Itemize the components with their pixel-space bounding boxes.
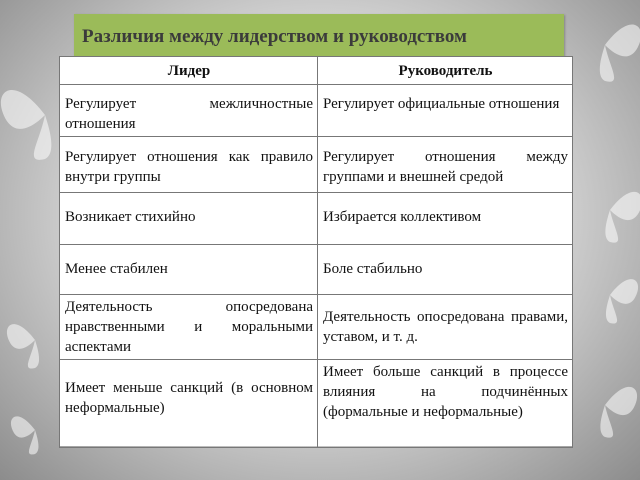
leader-cell: Регулирует межличностные отношения [60, 85, 318, 137]
butterfly-icon [575, 260, 640, 330]
butterfly-icon [565, 365, 640, 445]
leader-cell: Возникает стихийно [60, 193, 318, 245]
table-header-row [60, 57, 573, 85]
header-manager: Руководитель [318, 57, 573, 85]
leader-cell: Деятельность опосредована нравственными и моральными аспектами [60, 295, 318, 360]
manager-cell: Регулирует официальные отношения [318, 85, 573, 137]
manager-cell: Имеет больше санкций в процессе влияния на подчинённых (формальные и неформальные) [318, 360, 573, 448]
manager-cell: Боле стабильно [318, 245, 573, 295]
comparison-table [59, 56, 573, 448]
manager-cell: Регулирует отношения между группами и внешней средой [318, 137, 573, 193]
table-row [60, 245, 573, 295]
leader-cell: Регулирует отношения как правило внутри группы [60, 137, 318, 193]
table-row [60, 295, 573, 360]
butterfly-icon [5, 395, 65, 465]
leader-cell: Менее стабилен [60, 245, 318, 295]
table-row [60, 193, 573, 245]
table-row [60, 360, 573, 448]
leader-cell: Имеет меньше санкций (в основном неформальные) [60, 360, 318, 448]
header-leader: Лидер [60, 57, 318, 85]
manager-cell: Избирается коллективом [318, 193, 573, 245]
butterfly-icon [570, 170, 640, 250]
manager-cell: Деятельность опосредована правами, уставом, и т. д. [318, 295, 573, 360]
slide-title: Различия между лидерством и руководством [74, 14, 564, 60]
table-row [60, 85, 573, 137]
table-row [60, 137, 573, 193]
